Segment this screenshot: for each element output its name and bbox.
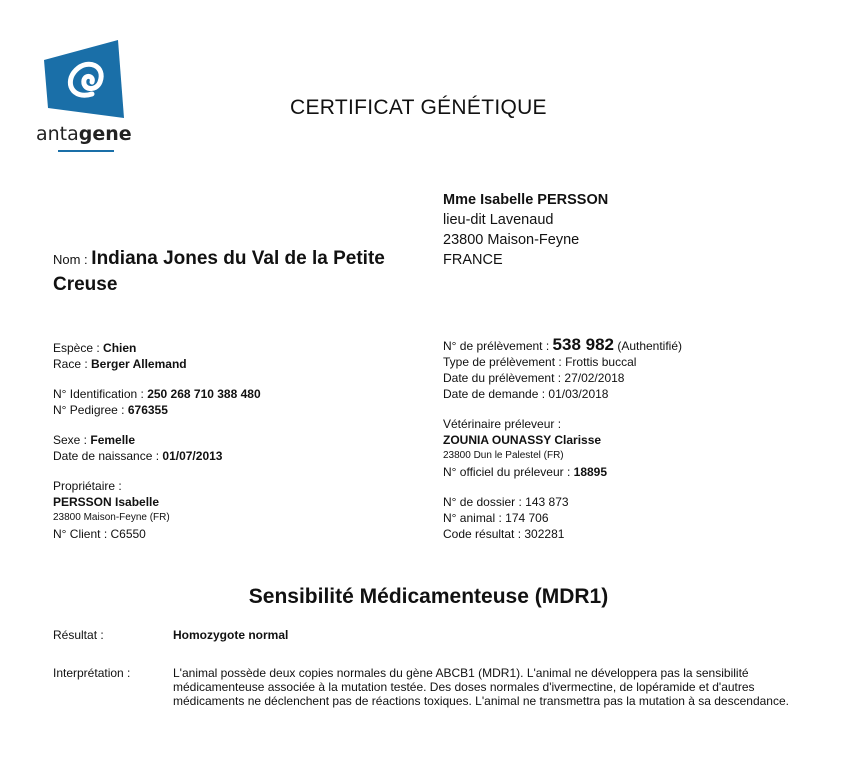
- sex-label: Sexe :: [53, 433, 91, 447]
- antagene-logo: [36, 38, 136, 158]
- birth-value: 01/07/2013: [162, 449, 223, 463]
- result-value: Homozygote normal: [173, 628, 289, 642]
- antagene-logo-icon: [42, 38, 130, 120]
- sample-number-row: [443, 337, 823, 354]
- sample-type: Type de prélèvement : Frottis buccal: [443, 355, 637, 369]
- breed-label: Race :: [53, 357, 92, 371]
- sex-row: [53, 432, 383, 448]
- interpretation-label: Interprétation :: [53, 666, 131, 680]
- document-title: CERTIFICAT GÉNÉTIQUE: [290, 96, 547, 119]
- birth-label: Date de naissance :: [53, 449, 163, 463]
- owner-address-block: [443, 190, 608, 270]
- species-label: Espèce :: [53, 341, 104, 355]
- result-code: Code résultat : 302281: [443, 527, 565, 541]
- interpretation-text: L'animal possède deux copies normales du gène ABCB1 (MDR1). L'animal ne développera pas la sensibilité médicamenteuse associée à la mutation testée. Des doses normales d'ivermectine, de lopéramide et d'autres médicaments ne déclenchent pas de réactions toxiques. L'animal ne transmettra pas la mutation à sa descendance.: [173, 666, 789, 708]
- proprietor-heading: Propriétaire :: [53, 479, 122, 493]
- species-row: [53, 340, 383, 356]
- request-date: Date de demande : 01/03/2018: [443, 387, 609, 401]
- owner-address-name: Mme Isabelle PERSSON: [443, 192, 609, 208]
- proprietor-address: 23800 Maison-Feyne (FR): [53, 512, 170, 523]
- breed-row: [53, 356, 383, 372]
- vet-address: 23800 Dun le Palestel (FR): [443, 450, 564, 461]
- identification-row: [53, 386, 383, 402]
- animal-name-block: [53, 246, 393, 297]
- animal-name: Indiana Jones du Val de la Petite Creuse: [53, 248, 385, 295]
- sample-number-label: N° de prélèvement :: [443, 339, 553, 353]
- client-number: N° Client : C6550: [53, 527, 146, 541]
- test-title: Sensibilité Médicamenteuse (MDR1): [248, 585, 609, 608]
- sample-details: [443, 337, 823, 542]
- sample-number: 538 982: [552, 335, 614, 354]
- vet-heading: Vétérinaire préleveur :: [443, 417, 562, 431]
- owner-address-line2: 23800 Maison-Feyne: [443, 232, 580, 248]
- dossier-number: N° de dossier : 143 873: [443, 495, 569, 509]
- vet-official-row: [443, 464, 823, 480]
- sex-value: Femelle: [90, 433, 136, 447]
- pedigree-value: 676355: [127, 403, 168, 417]
- animal-number: N° animal : 174 706: [443, 511, 549, 525]
- identification-value: 250 268 710 388 480: [147, 387, 261, 401]
- birth-row: [53, 448, 383, 464]
- owner-address-line1: lieu-dit Lavenaud: [443, 212, 554, 228]
- vet-name: ZOUNIA OUNASSY Clarisse: [443, 433, 602, 447]
- sample-date: Date du prélèvement : 27/02/2018: [443, 371, 625, 385]
- owner-address-line3: FRANCE: [443, 252, 503, 268]
- vet-official-label: N° officiel du préleveur :: [443, 465, 574, 479]
- logo-wordmark: antagene: [36, 123, 132, 145]
- animal-details: [53, 340, 383, 542]
- sample-number-note: (Authentifié): [613, 339, 683, 353]
- animal-name-label: Nom :: [53, 252, 92, 267]
- result-label: Résultat :: [53, 628, 104, 642]
- species-value: Chien: [103, 341, 137, 355]
- logo-underline: [58, 150, 114, 152]
- vet-official-number: 18895: [573, 465, 608, 479]
- proprietor-name: PERSSON Isabelle: [53, 495, 160, 509]
- breed-value: Berger Allemand: [91, 357, 187, 371]
- pedigree-label: N° Pedigree :: [53, 403, 128, 417]
- identification-label: N° Identification :: [53, 387, 148, 401]
- pedigree-row: [53, 402, 383, 418]
